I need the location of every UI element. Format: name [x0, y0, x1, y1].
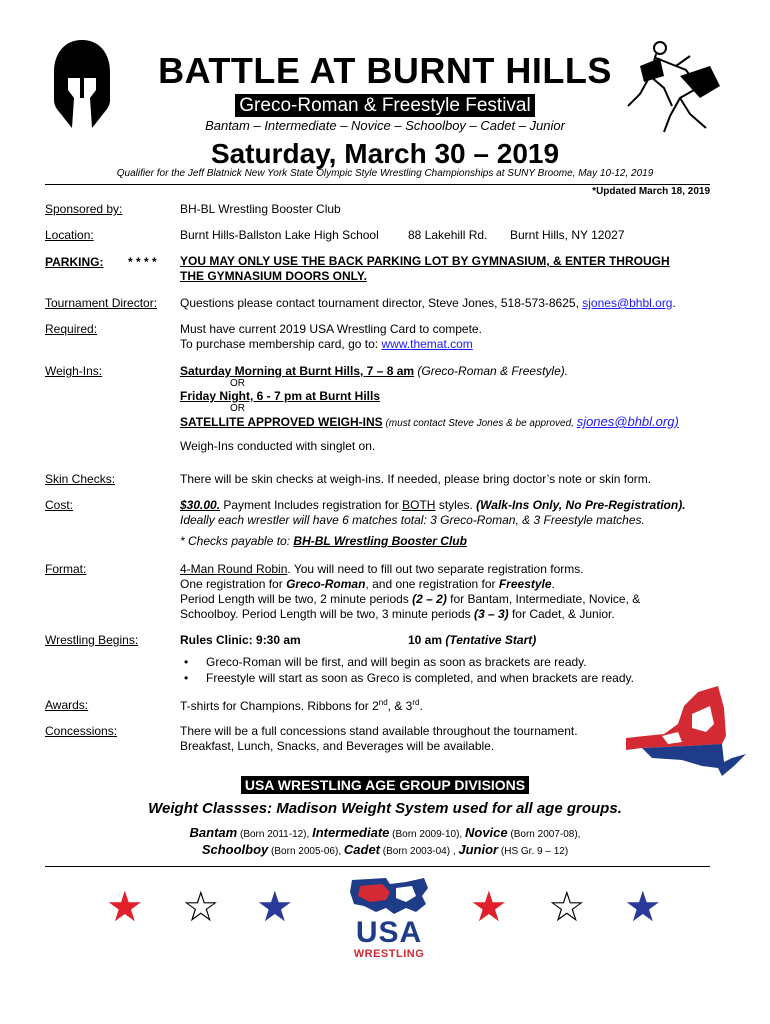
- awards-text: [180, 698, 423, 713]
- format-greco: Greco-Roman: [286, 577, 366, 591]
- location-city: Burnt Hills, NY 12027: [510, 228, 625, 242]
- director-contact: Questions please contact tournament director, Steve Jones, 518-573-8625,: [180, 296, 583, 310]
- parking-line-2: THE GYMNASIUM DOORS ONLY.: [180, 269, 367, 283]
- festival-subtitle: Greco-Roman & Freestyle Festival: [235, 94, 534, 117]
- weighin-saturday: Saturday Morning at Burnt Hills, 7 – 8 am: [180, 364, 415, 378]
- awards-label: Awards:: [45, 698, 89, 712]
- bullet-item: • Freestyle will start as soon as Greco is completed, and when brackets are ready.: [184, 671, 634, 685]
- age-levels: Bantam – Intermediate – Novice – Schoolboy – Cadet – Junior: [205, 118, 565, 133]
- usa-map-icon: [346, 874, 432, 918]
- cost-label: Cost:: [45, 498, 74, 512]
- concessions-label: Concessions:: [45, 724, 118, 738]
- cost-checks: * Checks payable to:: [180, 534, 294, 548]
- format-l2a: One registration for: [180, 577, 287, 591]
- footer-divider: [45, 866, 710, 867]
- cost-text-1: Payment Includes registration for: [220, 498, 403, 512]
- age-groups-line-2: [0, 842, 770, 857]
- usa-wrestling-logo: [346, 874, 432, 964]
- awards-sup-2: rd: [412, 698, 420, 707]
- concessions-text: [180, 724, 578, 754]
- updated-date: *Updated March 18, 2019: [592, 186, 710, 197]
- qualifier-note: Qualifier for the Jeff Blatnick New York State Olympic Style Wrestling Championships at SUNY Broome, May 10-12, 2019: [116, 168, 654, 179]
- weight-classes: Weight Classses: Madison Weight System used for all age groups.: [148, 800, 622, 817]
- concessions-line-2: Breakfast, Lunch, Snacks, and Beverages will be available.: [180, 739, 495, 753]
- divisions-banner: [0, 776, 770, 795]
- cost-walkin: (Walk-Ins Only, No Pre-Registration).: [476, 498, 686, 512]
- begins-start-time: 10 am: [408, 633, 446, 647]
- director-label: Tournament Director:: [45, 296, 158, 310]
- awards-sup-1: nd: [378, 698, 388, 707]
- begins-label: Wrestling Begins:: [45, 633, 139, 647]
- location-street: 88 Lakehill Rd.: [408, 228, 488, 242]
- weighin-email-link[interactable]: sjones@bhbl.org): [576, 414, 679, 429]
- weighin-friday: Friday Night, 6 - 7 pm at Burnt Hills: [180, 389, 381, 403]
- div-bantam-born: (Born 2011-12),: [237, 829, 313, 840]
- weighin-or-1: OR: [230, 378, 245, 389]
- skin-text: There will be skin checks at weigh-ins. If needed, please bring doctor’s note or skin form.: [180, 472, 652, 486]
- format-l4c: for Cadet, & Junior.: [508, 607, 615, 621]
- div-schoolboy: Schoolboy: [201, 842, 269, 857]
- themat-link[interactable]: www.themat.com: [381, 337, 473, 351]
- format-l4a: Schoolboy. Period Length will be two, 3 minute periods: [180, 607, 474, 621]
- weighin-singlet: Weigh-Ins conducted with singlet on.: [180, 439, 376, 453]
- director-text: [180, 296, 676, 310]
- bullet-greco: Greco-Roman will be first, and will begin as soon as brackets are ready.: [206, 655, 587, 669]
- skin-label: Skin Checks:: [45, 472, 116, 486]
- required-line-1: Must have current 2019 USA Wrestling Card to compete.: [180, 322, 482, 336]
- new-york-state-logo-icon: [622, 684, 750, 784]
- concessions-line-1: There will be a full concessions stand available throughout the tournament.: [180, 724, 578, 738]
- blue-star-icon: ★: [256, 883, 294, 930]
- div-cadet: Cadet: [343, 842, 381, 857]
- director-email-link[interactable]: sjones@bhbl.org: [582, 296, 673, 310]
- weighin-satellite-note: (must contact Steve Jones & be approved,: [382, 418, 577, 429]
- format-label: Format:: [45, 562, 87, 576]
- wrestling-logo-text: WRESTLING: [353, 948, 425, 960]
- subtitle-banner: [0, 94, 770, 117]
- outline-star-icon: ☆: [548, 883, 586, 930]
- blue-star-icon: ★: [624, 883, 662, 930]
- div-novice: Novice: [465, 825, 508, 840]
- cost-matches: Ideally each wrestler will have 6 matches total: 3 Greco-Roman, & 3 Freestyle matches.: [180, 513, 645, 527]
- format-l3c: for Bantam, Intermediate, Novice, &: [446, 592, 641, 606]
- parking-stars: * * * *: [128, 255, 157, 269]
- weighins-label: Weigh-Ins:: [45, 364, 103, 378]
- weighin-or-2: OR: [230, 403, 245, 414]
- cost-details: [180, 498, 730, 549]
- format-l4b: (3 – 3): [473, 607, 509, 621]
- cost-payee: BH-BL Wrestling Booster Club: [293, 534, 467, 548]
- cost-both: BOTH: [402, 498, 436, 512]
- format-l2c: .: [551, 577, 555, 591]
- format-l3b: (2 – 2): [412, 592, 447, 606]
- format-free: Freestyle: [498, 577, 552, 591]
- event-date: Saturday, March 30 – 2019: [210, 138, 560, 169]
- format-details: [180, 562, 730, 622]
- format-l2b: , and one registration for: [365, 577, 499, 591]
- format-robin-end: . You will need to fill out two separate registration forms.: [287, 562, 584, 576]
- format-l3a: Period Length will be two, 2 minute periods: [180, 592, 413, 606]
- weighin-satellite: SATELLITE APPROVED WEIGH-INS: [180, 415, 383, 429]
- format-robin: 4-Man Round Robin: [180, 562, 288, 576]
- div-intermediate-born: (Born 2009-10),: [389, 829, 465, 840]
- event-title: BATTLE AT BURNT HILLS: [158, 50, 612, 91]
- weighin-saturday-note: (Greco-Roman & Freestyle).: [414, 364, 569, 378]
- weighins-options: [180, 364, 720, 454]
- director-end: .: [672, 296, 676, 310]
- required-line-2: To purchase membership card, go to:: [180, 337, 382, 351]
- sponsored-label: Sponsored by:: [45, 202, 123, 216]
- red-star-icon: ★: [470, 883, 508, 930]
- required-label: Required:: [45, 322, 98, 336]
- div-novice-born: (Born 2007-08),: [507, 829, 581, 840]
- div-junior-born: (HS Gr. 9 – 12): [498, 846, 569, 857]
- begins-bullets: [184, 654, 634, 686]
- sponsored-value: BH-BL Wrestling Booster Club: [180, 202, 341, 216]
- parking-notice: [180, 254, 670, 284]
- cost-text-2: styles.: [435, 498, 477, 512]
- div-bantam: Bantam: [189, 825, 238, 840]
- divisions-title: USA WRESTLING AGE GROUP DIVISIONS: [241, 776, 529, 794]
- location-school: Burnt Hills-Ballston Lake High School: [180, 228, 379, 242]
- header-divider: [45, 184, 710, 185]
- div-junior: Junior: [458, 842, 499, 857]
- cost-price: $30.00.: [180, 498, 221, 512]
- bullet-freestyle: Freestyle will start as soon as Greco is completed, and when brackets are ready.: [206, 671, 634, 685]
- bullet-item: • Greco-Roman will be first, and will begin as soon as brackets are ready.: [184, 655, 587, 669]
- begins-tentative: (Tentative Start): [445, 633, 537, 647]
- div-cadet-born: (Born 2003-04) ,: [380, 846, 459, 857]
- outline-star-icon: ☆: [182, 883, 220, 930]
- required-text: [180, 322, 482, 352]
- age-groups-line-1: [0, 825, 770, 840]
- usa-logo-text: USA: [355, 916, 423, 949]
- red-star-icon: ★: [106, 883, 144, 930]
- location-label: Location:: [45, 228, 94, 242]
- awards-c: .: [419, 699, 423, 713]
- begins-clinic: Rules Clinic: 9:30 am: [180, 633, 301, 647]
- parking-line-1: YOU MAY ONLY USE THE BACK PARKING LOT BY GYMNASIUM, & ENTER THROUGH: [180, 254, 670, 268]
- div-intermediate: Intermediate: [312, 825, 390, 840]
- awards-a: T-shirts for Champions. Ribbons for 2: [180, 699, 379, 713]
- awards-b: , & 3: [387, 699, 413, 713]
- div-schoolboy-born: (Born 2005-06),: [268, 846, 344, 857]
- begins-start: [408, 633, 536, 647]
- parking-label: PARKING:: [45, 255, 104, 269]
